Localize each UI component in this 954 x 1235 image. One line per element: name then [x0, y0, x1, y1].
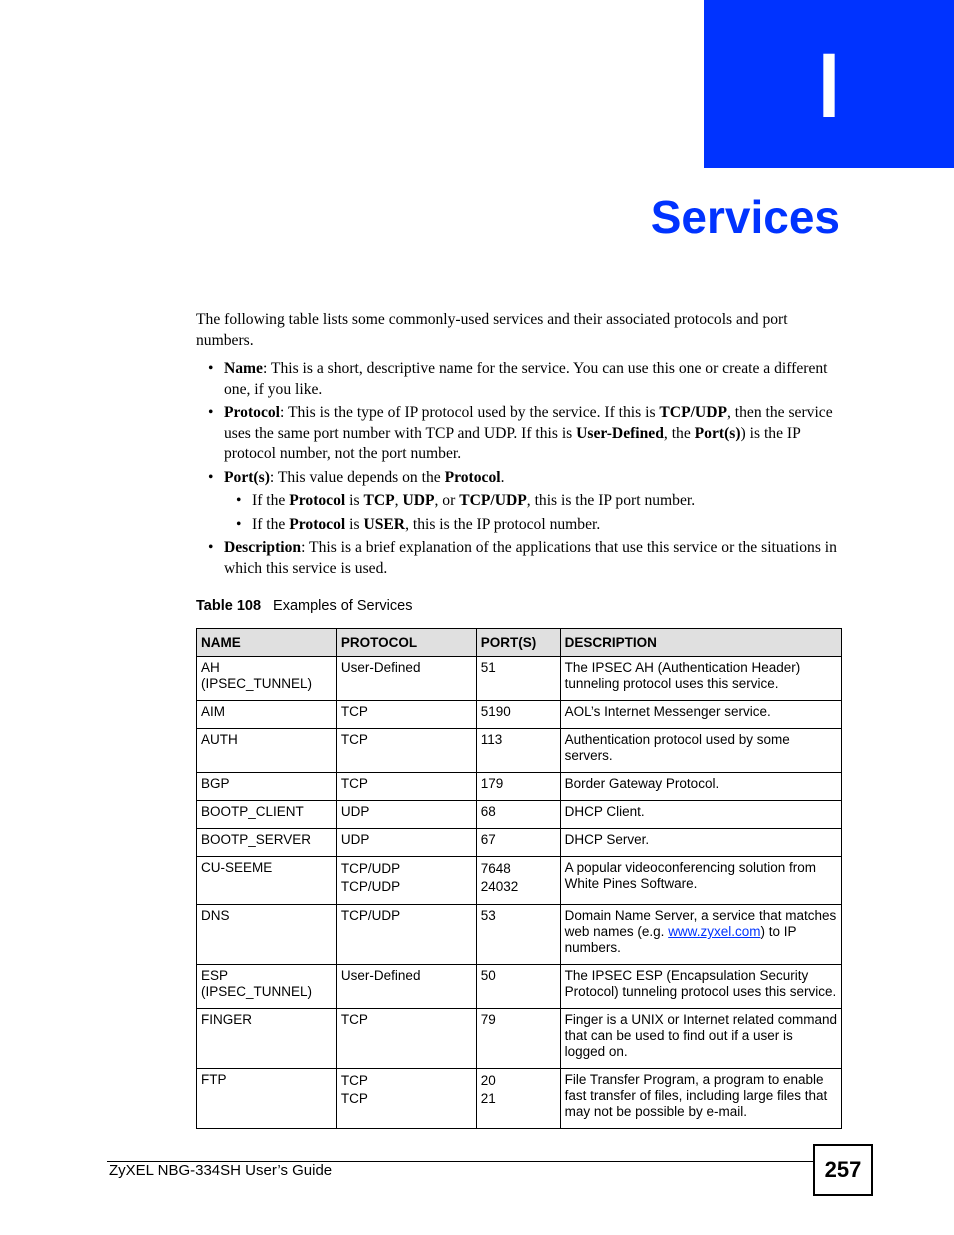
- table-row: [197, 857, 842, 905]
- sub-bullet-user: • If the Protocol is USER, this is the IP protocol number.: [252, 515, 842, 536]
- cell-name: ESP (IPSEC_TUNNEL): [197, 965, 337, 1009]
- bullet-description: • Description: This is a brief explanation of the applications that use this service or the situations in which this service is used.: [224, 538, 842, 579]
- cell-description: File Transfer Program, a program to enable fast transfer of files, including large files that may not be possible by e-mail.: [560, 1069, 841, 1129]
- footer-guide-title: ZyXEL NBG-334SH User’s Guide: [109, 1162, 333, 1179]
- field-list: [196, 359, 842, 579]
- table-row: [197, 729, 842, 773]
- cell-description: Border Gateway Protocol.: [560, 773, 841, 801]
- cell-description: Authentication protocol used by some servers.: [560, 729, 841, 773]
- cell-name: BOOTP_SERVER: [197, 829, 337, 857]
- cell-protocol: TCP/UDP TCP/UDP: [336, 857, 476, 905]
- cell-protocol: UDP: [336, 801, 476, 829]
- table-row: [197, 829, 842, 857]
- page-number: 257: [813, 1144, 873, 1196]
- chapter-letter: I: [818, 35, 840, 137]
- bullet-name: • Name: This is a short, descriptive name for the service. You can use this one or create a different one, if you like.: [224, 359, 842, 400]
- bullet-ports: • Port(s): This value depends on the Protocol. • If the Protocol is TCP, UDP, or TCP/UDP, this is the IP port number. • If the Protocol is USER, this is the IP protocol number.: [224, 468, 842, 536]
- cell-protocol: TCP: [336, 1009, 476, 1069]
- cell-protocol: User-Defined: [336, 965, 476, 1009]
- cell-protocol: TCP: [336, 729, 476, 773]
- cell-protocol: TCP: [336, 701, 476, 729]
- intro-paragraph: The following table lists some commonly-used services and their associated protocols and port numbers.: [196, 311, 788, 349]
- table-row: [197, 773, 842, 801]
- cell-ports: 5190: [476, 701, 560, 729]
- bullet-protocol: • Protocol: This is the type of IP protocol used by the service. If this is TCP/UDP, then the service uses the same port number with TCP and UDP. If this is User-Defined, the Port(s)) is the IP protocol number, not the port number.: [224, 403, 842, 465]
- sub-bullet-port: • If the Protocol is TCP, UDP, or TCP/UDP, this is the IP port number.: [252, 491, 842, 512]
- cell-description: DHCP Server.: [560, 829, 841, 857]
- page-title: Services: [650, 191, 840, 243]
- chapter-tab: [704, 0, 954, 168]
- table-row: [197, 1009, 842, 1069]
- zyxel-link[interactable]: www.zyxel.com: [668, 924, 761, 939]
- cell-protocol: User-Defined: [336, 657, 476, 701]
- services-table: [196, 628, 842, 1129]
- cell-name: FTP: [197, 1069, 337, 1129]
- cell-ports: 67: [476, 829, 560, 857]
- ports-sub-list: [224, 491, 842, 535]
- cell-ports: 50: [476, 965, 560, 1009]
- cell-ports: 53: [476, 905, 560, 965]
- header-ports: PORT(S): [476, 629, 560, 657]
- cell-protocol: TCP: [336, 773, 476, 801]
- cell-description: Domain Name Server, a service that matches web names (e.g. www.zyxel.com) to IP numbers.: [560, 905, 841, 965]
- body-text: [196, 310, 842, 582]
- cell-ports: 20 21: [476, 1069, 560, 1129]
- table-row: [197, 965, 842, 1009]
- table-row: [197, 801, 842, 829]
- table-row: [197, 1069, 842, 1129]
- table-header-row: [197, 629, 842, 657]
- table-row: [197, 701, 842, 729]
- header-protocol: PROTOCOL: [336, 629, 476, 657]
- cell-name: FINGER: [197, 1009, 337, 1069]
- cell-description: A popular videoconferencing solution from White Pines Software.: [560, 857, 841, 905]
- cell-description: The IPSEC ESP (Encapsulation Security Protocol) tunneling protocol uses this service.: [560, 965, 841, 1009]
- cell-name: BOOTP_CLIENT: [197, 801, 337, 829]
- header-description: DESCRIPTION: [560, 629, 841, 657]
- cell-ports: 79: [476, 1009, 560, 1069]
- cell-description: Finger is a UNIX or Internet related command that can be used to find out if a user is logged on.: [560, 1009, 841, 1069]
- cell-protocol: TCP TCP: [336, 1069, 476, 1129]
- cell-name: AIM: [197, 701, 337, 729]
- cell-ports: 68: [476, 801, 560, 829]
- cell-description: The IPSEC AH (Authentication Header) tunneling protocol uses this service.: [560, 657, 841, 701]
- cell-description: AOL’s Internet Messenger service.: [560, 701, 841, 729]
- cell-ports: 7648 24032: [476, 857, 560, 905]
- cell-description: DHCP Client.: [560, 801, 841, 829]
- cell-ports: 113: [476, 729, 560, 773]
- cell-ports: 51: [476, 657, 560, 701]
- cell-ports: 179: [476, 773, 560, 801]
- cell-name: AUTH: [197, 729, 337, 773]
- cell-name: DNS: [197, 905, 337, 965]
- header-name: NAME: [197, 629, 337, 657]
- cell-name: BGP: [197, 773, 337, 801]
- table-row: [197, 657, 842, 701]
- cell-name: CU-SEEME: [197, 857, 337, 905]
- table-caption: Table 108 Examples of Services: [196, 598, 413, 614]
- cell-protocol: UDP: [336, 829, 476, 857]
- table-row: [197, 905, 842, 965]
- cell-name: AH (IPSEC_TUNNEL): [197, 657, 337, 701]
- cell-protocol: TCP/UDP: [336, 905, 476, 965]
